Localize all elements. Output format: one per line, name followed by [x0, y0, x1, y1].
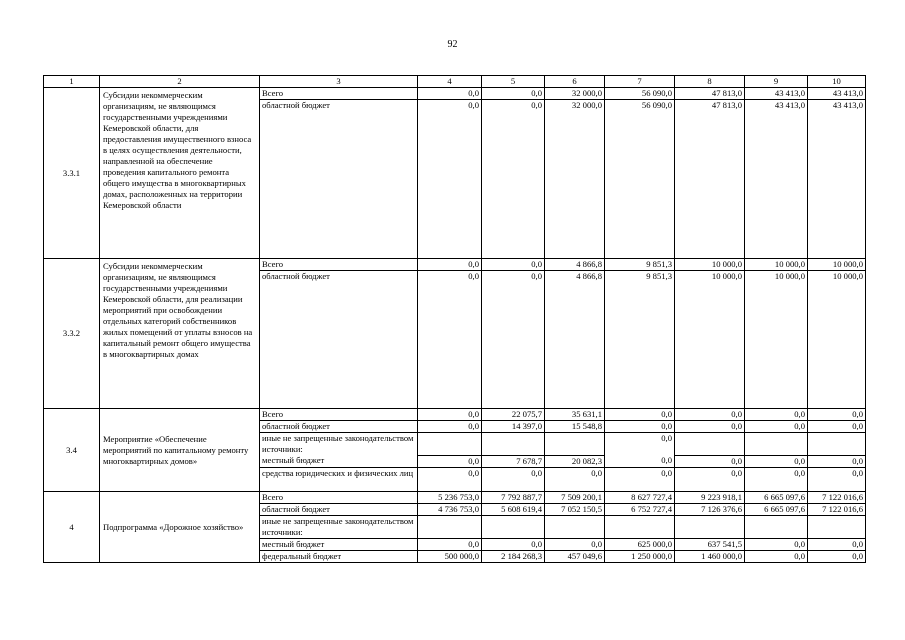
header-cell: 1 [44, 76, 100, 88]
value-cell [745, 516, 808, 539]
value-cell: 6 665 097,6 [745, 492, 808, 504]
value-cell: 1 460 000,0 [675, 551, 745, 563]
table-row [44, 88, 866, 100]
value-cell: 0,0 [745, 468, 808, 492]
value-cell: 0,0 [661, 433, 672, 443]
header-cell: 8 [675, 76, 745, 88]
value-cell: 0,0 [482, 259, 545, 271]
value-cell [808, 516, 866, 539]
item-number: 3.4 [44, 409, 100, 492]
value-cell: 35 631,1 [545, 409, 605, 421]
value-cell: 0,0 [675, 421, 745, 433]
source-label: иные не запрещенные законодательством источники: [260, 516, 418, 539]
value-cell: 10 000,0 [745, 271, 808, 409]
value-cell: 7 509 200,1 [545, 492, 605, 504]
header-cell: 5 [482, 76, 545, 88]
value-cell: 5 608 619,4 [482, 504, 545, 516]
item-description: Субсидии некоммерческим организациям, не являющимся государственными учреждениями Кемеровской области, для предоставления имущественного взноса в целях осуществления деятельности, направленной на обеспечение проведения капитального ремонта общего имущества в многоквартирных домах, расположенных на территории Кемеровской области [100, 88, 260, 259]
value-cell: 20 082,3 [545, 456, 605, 468]
value-cell: 7 126 376,6 [675, 504, 745, 516]
value-cell: 9 851,3 [605, 271, 675, 409]
value-cell [418, 433, 482, 456]
value-cell: 6 665 097,6 [745, 504, 808, 516]
value-cell: 0,0 [661, 455, 672, 465]
value-cell: 0,0 [808, 409, 866, 421]
header-cell: 3 [260, 76, 418, 88]
value-cell: 4 866,8 [545, 271, 605, 409]
item-description: Субсидии некоммерческим организациям, не являющимся государственными учреждениями Кемеровской области, для реализации мероприятий при освобождении отдельных категорий собственников жилых помещений от уплаты взносов на капитальный ремонт общего имущества в многоквартирных домах [100, 259, 260, 409]
value-cell: 0,0 [675, 409, 745, 421]
item-description: Подпрограмма «Дорожное хозяйство» [100, 492, 260, 563]
value-cell: 0,0 [605, 409, 675, 421]
value-cell: 0,0 [545, 539, 605, 551]
value-cell: 14 397,0 [482, 421, 545, 433]
value-cell: 7 052 150,5 [545, 504, 605, 516]
value-cell: 6 752 727,4 [605, 504, 675, 516]
value-cell: 56 090,0 [605, 88, 675, 100]
value-cell: 0,0 [808, 468, 866, 492]
value-cell: 637 541,5 [675, 539, 745, 551]
value-cell [545, 433, 605, 456]
value-cell: 9 851,3 [605, 259, 675, 271]
value-cell: 10 000,0 [675, 259, 745, 271]
header-cell: 10 [808, 76, 866, 88]
value-cell: 4 866,8 [545, 259, 605, 271]
value-cell: 8 627 727,4 [605, 492, 675, 504]
value-cell: 0,0 [808, 421, 866, 433]
source-label: федеральный бюджет [260, 551, 418, 563]
value-cell: 457 049,6 [545, 551, 605, 563]
value-cell: 0,0 [605, 421, 675, 433]
value-cell [605, 516, 675, 539]
item-number: 3.3.1 [44, 88, 100, 259]
value-cell [808, 433, 866, 456]
value-cell: 0,0 [675, 468, 745, 492]
header-row [44, 76, 866, 88]
value-cell [418, 516, 482, 539]
value-cell [675, 516, 745, 539]
value-cell: 5 236 753,0 [418, 492, 482, 504]
table-row [44, 492, 866, 504]
value-cell: 43 413,0 [745, 100, 808, 259]
table-row [44, 259, 866, 271]
source-label: Всего [260, 259, 418, 271]
value-cell: 625 000,0 [605, 539, 675, 551]
value-cell: 0,0 [482, 468, 545, 492]
value-cell: 56 090,0 [605, 100, 675, 259]
value-cell: 0,0 [418, 421, 482, 433]
value-cell: 0,0 [418, 468, 482, 492]
source-label: Всего [260, 88, 418, 100]
value-cell [745, 433, 808, 456]
value-cell: 0,0 [418, 456, 482, 468]
value-cell: 43 413,0 [808, 88, 866, 100]
source-label: областной бюджет [260, 271, 418, 409]
value-cell: 0,0 [482, 100, 545, 259]
value-cell: 0,0 [482, 271, 545, 409]
value-cell: 43 413,0 [745, 88, 808, 100]
value-cell: 1 250 000,0 [605, 551, 675, 563]
header-cell: 2 [100, 76, 260, 88]
value-cell: 7 678,7 [482, 456, 545, 468]
value-cell: 0,0 [418, 539, 482, 551]
budget-table [43, 75, 866, 563]
value-cell: 4 736 753,0 [418, 504, 482, 516]
value-cell: 0,0 [545, 468, 605, 492]
value-cell: 7 122 016,6 [808, 492, 866, 504]
value-cell: 0,0 [418, 409, 482, 421]
header-cell: 7 [605, 76, 675, 88]
table-row [44, 409, 866, 421]
value-cell: 0,0 [605, 468, 675, 492]
value-cell: 0,0 [418, 259, 482, 271]
value-cell: 10 000,0 [675, 271, 745, 409]
value-cell [482, 516, 545, 539]
source-label: Всего [260, 492, 418, 504]
value-cell: 0,0 [808, 539, 866, 551]
header-cell: 4 [418, 76, 482, 88]
value-cell [675, 433, 745, 456]
value-group [605, 433, 675, 468]
source-label: средства юридических и физических лиц [260, 468, 418, 492]
source-label: Всего [260, 409, 418, 421]
source-label: областной бюджет [260, 421, 418, 433]
value-cell: 32 000,0 [545, 100, 605, 259]
header-cell: 9 [745, 76, 808, 88]
value-cell: 9 223 918,1 [675, 492, 745, 504]
value-cell: 0,0 [745, 421, 808, 433]
value-cell: 0,0 [418, 100, 482, 259]
value-cell: 32 000,0 [545, 88, 605, 100]
value-cell: 0,0 [418, 88, 482, 100]
source-label: областной бюджет [260, 100, 418, 259]
value-cell: 43 413,0 [808, 100, 866, 259]
value-cell: 0,0 [808, 456, 866, 468]
value-cell [545, 516, 605, 539]
value-cell: 0,0 [482, 88, 545, 100]
value-cell: 7 792 887,7 [482, 492, 545, 504]
value-cell: 0,0 [808, 551, 866, 563]
item-number: 4 [44, 492, 100, 563]
source-label: местный бюджет [260, 539, 418, 551]
value-cell: 0,0 [745, 551, 808, 563]
value-cell: 0,0 [418, 271, 482, 409]
source-label: иные не запрещенные законодательством источники: [262, 433, 414, 454]
value-cell [482, 433, 545, 456]
value-cell: 0,0 [745, 409, 808, 421]
value-cell: 500 000,0 [418, 551, 482, 563]
page-number: 92 [447, 39, 458, 50]
source-label: областной бюджет [260, 504, 418, 516]
source-group [260, 433, 418, 468]
item-description: Мероприятие «Обеспечение мероприятий по капитальному ремонту многоквартирных домов» [100, 409, 260, 492]
value-cell: 10 000,0 [808, 259, 866, 271]
value-cell: 2 184 268,3 [482, 551, 545, 563]
item-number: 3.3.2 [44, 259, 100, 409]
value-cell: 10 000,0 [808, 271, 866, 409]
value-cell: 0,0 [745, 456, 808, 468]
value-cell: 47 813,0 [675, 100, 745, 259]
value-cell: 7 122 016,6 [808, 504, 866, 516]
value-cell: 0,0 [482, 539, 545, 551]
value-cell: 10 000,0 [745, 259, 808, 271]
value-cell: 15 548,8 [545, 421, 605, 433]
source-label: местный бюджет [262, 455, 325, 465]
header-cell: 6 [545, 76, 605, 88]
value-cell: 47 813,0 [675, 88, 745, 100]
value-cell: 0,0 [675, 456, 745, 468]
value-cell: 22 075,7 [482, 409, 545, 421]
value-cell: 0,0 [745, 539, 808, 551]
